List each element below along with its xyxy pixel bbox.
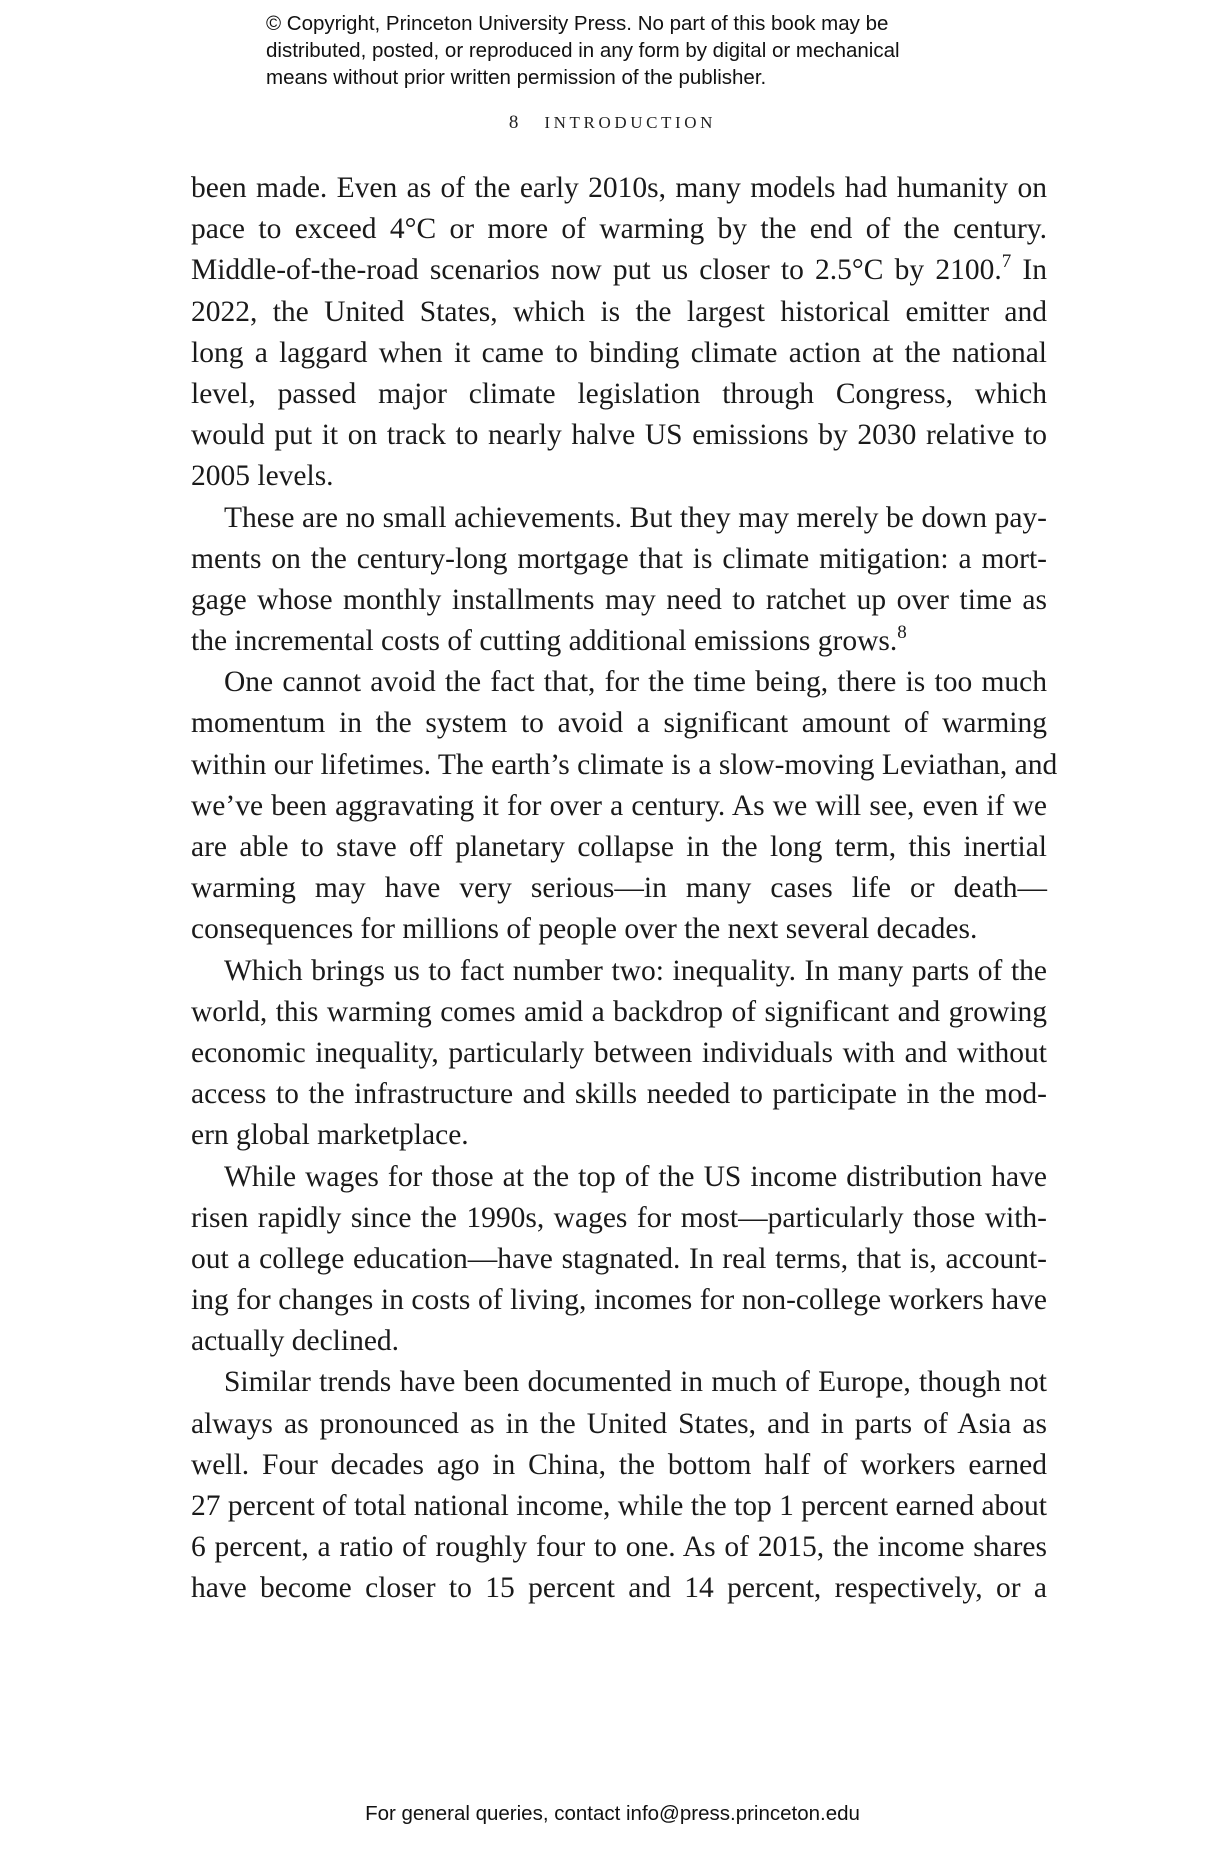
text-line: 2005 levels. xyxy=(191,460,334,493)
text-line: Which brings us to fact number two: inequality. In many parts of the xyxy=(224,954,1047,987)
paragraph xyxy=(191,498,1047,663)
text-line: economic inequality, particularly between individuals with and without xyxy=(191,1036,1047,1069)
text-line: These are no small achievements. But they may merely be down pay- xyxy=(224,501,1047,534)
text-line: consequences for millions of people over the next several decades. xyxy=(191,913,978,946)
paragraph xyxy=(191,168,1047,498)
page-number: 8 xyxy=(508,112,519,133)
paragraph xyxy=(191,1157,1047,1363)
text-line xyxy=(191,250,1047,291)
text-line: always as pronounced as in the United States, and in parts of Asia as xyxy=(191,1407,1047,1440)
text-line: Similar trends have been documented in much of Europe, though not xyxy=(224,1366,1047,1399)
body-text xyxy=(191,168,1058,1610)
footer-contact: For general queries, contact info@press.princeton.edu xyxy=(365,1802,860,1825)
copyright-line: © Copyright, Princeton University Press. No part of this book may be xyxy=(266,12,889,35)
text-segment: In xyxy=(1011,254,1047,287)
text-line: long a laggard when it came to binding climate action at the national xyxy=(191,336,1047,369)
text-line: ments on the century-long mortgage that is climate mitigation: a mort- xyxy=(191,542,1047,575)
text-line: ing for changes in costs of living, incomes for non-college workers have xyxy=(191,1284,1047,1317)
text-line: One cannot avoid the fact that, for the time being, there is too much xyxy=(224,666,1047,699)
footnote-marker[interactable]: 7 xyxy=(1001,251,1012,273)
text-line: been made. Even as of the early 2010s, many models had humanity on xyxy=(191,172,1047,204)
text-line: we’ve been aggravating it for over a century. As we will see, even if we xyxy=(191,789,1047,822)
text-line: 27 percent of total national income, while the top 1 percent earned about xyxy=(191,1490,1048,1522)
text-line: access to the infrastructure and skills needed to participate in the mod- xyxy=(191,1078,1047,1111)
text-line: gage whose monthly installments may need to ratchet up over time as xyxy=(191,583,1047,616)
paragraph xyxy=(191,951,1047,1157)
text-line: 6 percent, a ratio of roughly four to one. As of 2015, the income shares xyxy=(191,1531,1047,1564)
paragraph xyxy=(191,662,1058,950)
copyright-line: means without prior written permission of the publisher. xyxy=(266,66,767,89)
text-line: actually declined. xyxy=(191,1325,400,1358)
text-line: within our lifetimes. The earth’s climate is a slow-moving Leviathan, and xyxy=(191,748,1058,781)
text-line: are able to stave off planetary collapse in the long term, this inertial xyxy=(191,831,1047,863)
text-line: world, this warming comes amid a backdrop of significant and growing xyxy=(191,995,1047,1028)
text-line: pace to exceed 4°C or more of warming by the end of the century. xyxy=(191,213,1047,246)
text-line: risen rapidly since the 1990s, wages for most—particularly those with- xyxy=(191,1201,1047,1234)
text-line: warming may have very serious—in many cases life or death— xyxy=(191,872,1047,905)
running-head xyxy=(0,112,1225,134)
text-segment: Middle-of-the-road scenarios now put us closer to 2.5°C by 2100. xyxy=(191,254,1002,287)
copyright-notice xyxy=(266,10,1026,91)
text-segment: the incremental costs of cutting additional emissions grows. xyxy=(191,625,898,658)
footnote-marker[interactable]: 8 xyxy=(897,622,907,644)
text-line: have become closer to 15 percent and 14 percent, respectively, or a xyxy=(191,1572,1047,1605)
text-line: out a college education—have stagnated. In real terms, that is, account- xyxy=(191,1242,1047,1275)
copyright-line: distributed, posted, or reproduced in any form by digital or mechanical xyxy=(266,39,900,62)
text-line: momentum in the system to avoid a significant amount of warming xyxy=(191,707,1047,740)
text-line: level, passed major climate legislation through Congress, which xyxy=(191,377,1047,410)
text-line: would put it on track to nearly halve US emissions by 2030 relative to xyxy=(191,419,1047,452)
text-line: While wages for those at the top of the US income distribution have xyxy=(224,1160,1047,1193)
text-line xyxy=(191,621,1047,662)
text-line: ern global marketplace. xyxy=(191,1119,469,1152)
text-line: well. Four decades ago in China, the bottom half of workers earned xyxy=(191,1448,1047,1481)
text-line: 2022, the United States, which is the largest historical emitter and xyxy=(191,295,1047,328)
paragraph xyxy=(191,1362,1047,1609)
chapter-title: INTRODUCTION xyxy=(544,113,717,132)
